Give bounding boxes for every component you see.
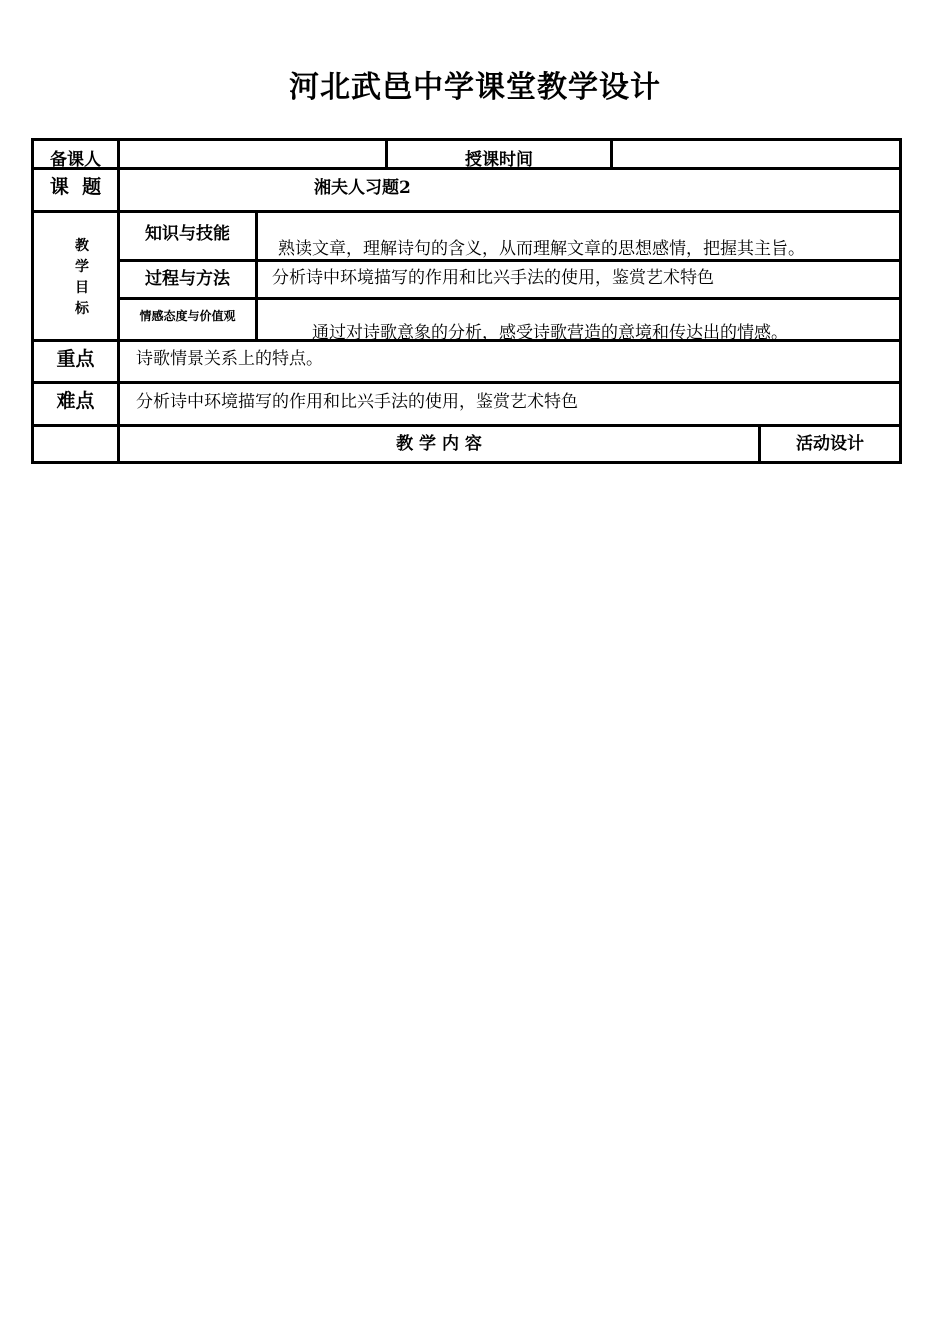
knowledge-skills-label: 知识与技能 [145, 224, 230, 244]
row-divider [31, 210, 902, 213]
row-divider [31, 424, 902, 427]
topic-value: 湘夫人习题2 [314, 178, 411, 198]
teaching-content-header: 教 学 内 容 [396, 434, 482, 454]
key-point-label: 重点 [56, 348, 95, 370]
process-methods-label: 过程与方法 [145, 269, 230, 289]
table-border-bottom [31, 461, 902, 464]
preparer-label: 备课人 [50, 150, 101, 170]
column-divider [117, 138, 120, 464]
class-time-label: 授课时间 [465, 150, 533, 170]
table-border-top [31, 138, 902, 141]
row-divider [117, 297, 902, 300]
topic-label: 课 题 [49, 176, 102, 198]
difficulty-label: 难点 [56, 390, 95, 412]
row-divider [31, 381, 902, 384]
row-divider [117, 259, 902, 262]
knowledge-skills-text: 熟读文章，理解诗句的含义，从而理解文章的思想感情，把握其主旨。 [278, 239, 805, 259]
objectives-label-char: 标 [75, 301, 89, 317]
activity-design-header: 活动设计 [796, 434, 864, 454]
key-point-text: 诗歌情景关系上的特点。 [136, 349, 323, 369]
attitude-values-label: 情感态度与价值观 [139, 309, 236, 323]
objectives-label [72, 236, 92, 320]
objectives-label-char: 学 [75, 259, 89, 275]
objectives-label-char: 教 [75, 238, 89, 254]
page-title: 河北武邑中学课堂教学设计 [289, 70, 661, 105]
column-divider [610, 138, 613, 169]
difficulty-text: 分析诗中环境描写的作用和比兴手法的使用，鉴赏艺术特色 [136, 392, 578, 412]
table-border-right [899, 138, 902, 464]
attitude-values-text: 通过对诗歌意象的分析，感受诗歌营造的意境和传达出的情感。 [312, 323, 788, 343]
column-divider [255, 210, 258, 341]
process-methods-text: 分析诗中环境描写的作用和比兴手法的使用，鉴赏艺术特色 [272, 268, 714, 288]
objectives-label-char: 目 [75, 280, 89, 296]
